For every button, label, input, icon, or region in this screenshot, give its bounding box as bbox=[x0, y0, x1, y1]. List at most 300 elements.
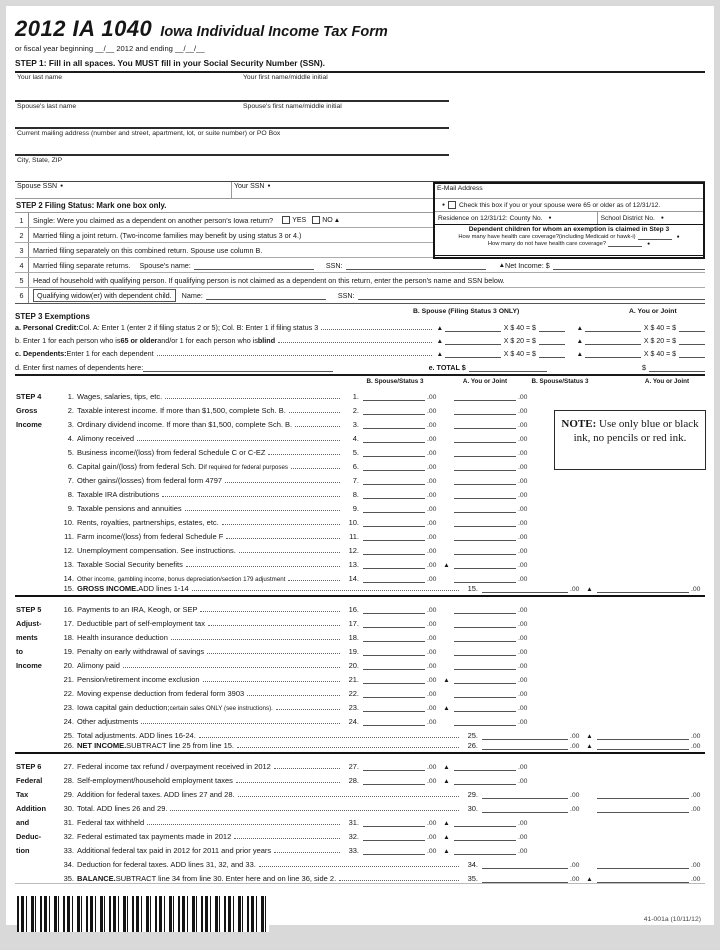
line-number: 26. bbox=[63, 741, 74, 750]
form-title: 2012 IA 1040 bbox=[15, 16, 153, 41]
amount-field-you[interactable] bbox=[454, 832, 516, 841]
cents-label: .00 bbox=[570, 792, 580, 799]
your-first-name-label: Your first name/middle initial bbox=[243, 74, 328, 81]
exemption-label bbox=[15, 336, 435, 345]
amount-field-you[interactable] bbox=[454, 448, 516, 457]
amount-field-spouse[interactable] bbox=[363, 476, 425, 485]
amount-field-you[interactable] bbox=[597, 741, 689, 750]
dot-leader bbox=[234, 838, 340, 839]
exemption-multiplier-label: X $ 40 = $ bbox=[643, 351, 676, 358]
cents-label: .00 bbox=[518, 834, 528, 841]
your-name-field-row[interactable] bbox=[15, 73, 449, 100]
cents-label: .00 bbox=[427, 562, 437, 569]
bullet-icon: ● bbox=[660, 215, 664, 221]
line-number: 17. bbox=[63, 619, 74, 628]
cents-label: .00 bbox=[691, 733, 701, 740]
cents-label: .00 bbox=[427, 464, 437, 471]
dot-leader bbox=[225, 482, 340, 483]
amount-field-spouse[interactable] bbox=[363, 661, 425, 670]
amount-field-you[interactable] bbox=[454, 776, 516, 785]
exemption-amount-field[interactable] bbox=[679, 336, 705, 345]
amount-field-you[interactable] bbox=[597, 584, 689, 593]
exemption-total-a-field[interactable] bbox=[649, 363, 705, 372]
amount-field-you[interactable] bbox=[454, 605, 516, 614]
triangle-marker-icon: ▲ bbox=[443, 848, 450, 855]
amount-field-spouse[interactable] bbox=[363, 560, 425, 569]
city-state-zip-field-row[interactable] bbox=[15, 154, 449, 181]
cents-label: .00 bbox=[570, 586, 580, 593]
line-description bbox=[77, 448, 343, 457]
amount-field-you[interactable] bbox=[454, 476, 516, 485]
form-line-12 bbox=[15, 541, 705, 555]
triangle-marker-icon: ▲ bbox=[443, 705, 450, 712]
line-number-repeat: 5. bbox=[352, 448, 359, 457]
dot-leader bbox=[289, 412, 340, 413]
amount-field-spouse[interactable] bbox=[363, 448, 425, 457]
dot-leader bbox=[185, 510, 340, 511]
line-description bbox=[77, 576, 343, 583]
cents-label: .00 bbox=[518, 492, 528, 499]
dot-leader bbox=[207, 653, 340, 654]
amount-field-you[interactable] bbox=[454, 532, 516, 541]
line-text: Federal estimated tax payments made in 2012 bbox=[77, 832, 232, 841]
ink-note-box bbox=[554, 410, 706, 470]
step-sidebar-label: Adjust- bbox=[16, 619, 42, 628]
line-description bbox=[77, 584, 462, 593]
step-sidebar-label: Federal bbox=[16, 776, 43, 785]
cents-label: .00 bbox=[518, 520, 528, 527]
line-text: Ordinary dividend income. If more than $1,500, complete Sch. B. bbox=[77, 420, 293, 429]
amount-field-you[interactable] bbox=[454, 762, 516, 771]
amount-field-spouse[interactable] bbox=[363, 504, 425, 513]
school-district-field[interactable] bbox=[598, 212, 703, 224]
step3-heading: STEP 3 Exemptions bbox=[15, 312, 90, 321]
dependent-children-title: Dependent children for whom an exemption is claimed in Step 3 bbox=[468, 226, 670, 233]
line-text: Deduction for federal taxes. ADD lines 31, 32, and 33. bbox=[77, 860, 256, 869]
triangle-marker-icon: ▲ bbox=[443, 834, 450, 841]
exemption-count-field[interactable] bbox=[445, 323, 501, 332]
amount-field-you[interactable] bbox=[454, 420, 516, 429]
spouse-first-name-label: Spouse's first name/middle initial bbox=[243, 103, 342, 110]
filing-status-5-box[interactable]: 5 bbox=[15, 273, 29, 287]
amount-field-spouse[interactable] bbox=[482, 584, 568, 593]
line-description bbox=[77, 804, 462, 813]
county-number-field[interactable] bbox=[435, 212, 598, 224]
line-text: Additional federal tax paid in 2012 for 2011 and prior years bbox=[77, 846, 272, 855]
line-description bbox=[77, 661, 343, 670]
single-yes-checkbox[interactable] bbox=[282, 216, 290, 224]
exemption-count-field[interactable] bbox=[445, 349, 501, 358]
line-text: b. Enter 1 for each person who is bbox=[15, 336, 121, 345]
line-text: if required for federal purposes bbox=[203, 464, 288, 471]
dot-leader bbox=[274, 852, 340, 853]
dot-leader bbox=[147, 824, 340, 825]
filing-status-5-label: Head of household with qualifying person. If qualifying person is not claimed as a dependent on this return, enter the person's name and SSN below. bbox=[33, 275, 505, 285]
amount-field-spouse[interactable] bbox=[363, 434, 425, 443]
qualifying-person-ssn-field[interactable] bbox=[358, 291, 705, 300]
line-text: Taxable interest income. If more than $1,500, complete Sch. B. bbox=[77, 406, 286, 415]
exemption-count-field[interactable] bbox=[585, 349, 641, 358]
line-description bbox=[77, 731, 462, 740]
coverage-no-label: How many do not have health care coverage? bbox=[487, 241, 607, 247]
amount-field-you[interactable] bbox=[454, 546, 516, 555]
amount-field-spouse[interactable] bbox=[363, 619, 425, 628]
exemption-total-b-field[interactable] bbox=[469, 363, 547, 372]
amount-field-spouse[interactable] bbox=[363, 518, 425, 527]
form-line-9 bbox=[15, 499, 705, 513]
filing-status-row-1 bbox=[15, 213, 449, 228]
dot-leader bbox=[238, 796, 459, 797]
line-text: Deductible part of self-employment tax bbox=[77, 619, 205, 628]
amount-field-you[interactable] bbox=[454, 560, 516, 569]
exemption-row-d bbox=[15, 358, 705, 372]
line-number-repeat: 21. bbox=[348, 675, 359, 684]
line-number-repeat: 12. bbox=[348, 546, 359, 555]
form-line-7 bbox=[15, 471, 705, 485]
amount-field-spouse[interactable] bbox=[363, 846, 425, 855]
form-line-10 bbox=[15, 513, 705, 527]
amount-field-you[interactable] bbox=[454, 462, 516, 471]
filing-status-3-label: Married filing separately on this combined return. Spouse use column B. bbox=[33, 245, 263, 255]
amount-field-you[interactable] bbox=[454, 406, 516, 415]
dependents-names-field[interactable] bbox=[143, 363, 333, 372]
amount-field-spouse[interactable] bbox=[363, 420, 425, 429]
fiscal-year-line[interactable]: or fiscal year beginning __/__ 2012 and ending __/__/__ bbox=[15, 44, 205, 53]
amount-field-you[interactable] bbox=[454, 434, 516, 443]
spouse-name-field-row[interactable] bbox=[15, 100, 449, 127]
col-header-a1: A. You or Joint bbox=[462, 378, 508, 385]
form-line-15 bbox=[15, 583, 705, 597]
line-number: 19. bbox=[63, 647, 74, 656]
amount-field-spouse[interactable] bbox=[363, 717, 425, 726]
dot-leader bbox=[278, 342, 432, 343]
step2-section bbox=[15, 181, 705, 304]
separate-spouse-name-field[interactable] bbox=[194, 261, 314, 270]
mailing-address-field-row[interactable] bbox=[15, 127, 449, 154]
line-number-repeat: 10. bbox=[348, 518, 359, 527]
amount-field-you[interactable] bbox=[597, 731, 689, 740]
exemption-count-field[interactable] bbox=[445, 336, 501, 345]
line-text: Capital gain/(loss) from federal Sch. D bbox=[77, 462, 204, 471]
amount-field-spouse[interactable] bbox=[363, 574, 425, 583]
exemption-amount-field[interactable] bbox=[679, 349, 705, 358]
line-description bbox=[77, 518, 343, 527]
amount-field-you[interactable] bbox=[454, 490, 516, 499]
cents-label: .00 bbox=[427, 478, 437, 485]
amount-field-spouse[interactable] bbox=[363, 818, 425, 827]
amount-field-spouse[interactable] bbox=[482, 860, 568, 869]
cents-label: .00 bbox=[570, 733, 580, 740]
exemption-multiplier-label: X $ 40 = $ bbox=[503, 351, 536, 358]
exemption-amount-field[interactable] bbox=[539, 323, 565, 332]
line-number-repeat: 2. bbox=[352, 406, 359, 415]
form-line-30 bbox=[15, 799, 705, 813]
amount-field-spouse[interactable] bbox=[482, 874, 568, 883]
your-last-name-label: Your last name bbox=[17, 74, 63, 81]
single-no-checkbox[interactable] bbox=[312, 216, 320, 224]
amount-field-spouse[interactable] bbox=[363, 392, 425, 401]
cents-label: .00 bbox=[427, 663, 437, 670]
form-line-33 bbox=[15, 841, 705, 855]
amount-field-spouse[interactable] bbox=[363, 633, 425, 642]
spouse-ssn-field[interactable] bbox=[15, 182, 232, 198]
filing-status-3-box[interactable]: 3 bbox=[15, 243, 29, 257]
amount-field-you[interactable] bbox=[454, 392, 516, 401]
amount-field-you[interactable] bbox=[454, 703, 516, 712]
cents-label: .00 bbox=[691, 876, 701, 883]
amount-field-you[interactable] bbox=[597, 790, 689, 799]
line-number: 25. bbox=[63, 731, 74, 740]
cents-label: .00 bbox=[518, 719, 528, 726]
dot-leader bbox=[192, 590, 459, 591]
cents-label: .00 bbox=[691, 743, 701, 750]
line-number: 4. bbox=[67, 434, 74, 443]
amount-field-spouse[interactable] bbox=[482, 790, 568, 799]
line-text: SUBTRACT line 25 from line 15. bbox=[126, 741, 234, 750]
line-description bbox=[77, 790, 462, 799]
exemption-amount-field[interactable] bbox=[539, 349, 565, 358]
amount-field-spouse[interactable] bbox=[363, 462, 425, 471]
triangle-marker-icon: ▲ bbox=[443, 677, 450, 684]
amount-field-you[interactable] bbox=[597, 874, 689, 883]
filing-status-1-box[interactable]: 1 bbox=[15, 213, 29, 227]
cents-label: .00 bbox=[570, 806, 580, 813]
line-number: 7. bbox=[67, 476, 74, 485]
line-number-repeat: 16. bbox=[348, 605, 359, 614]
dot-leader bbox=[186, 566, 340, 567]
line-number-repeat: 15. bbox=[467, 584, 478, 593]
form-line-18 bbox=[15, 628, 705, 642]
line-text: Alimony paid bbox=[77, 661, 120, 670]
step3-heading-row bbox=[15, 306, 705, 319]
line-text: ADD lines 1-14 bbox=[138, 584, 189, 593]
line-text: Penalty on early withdrawal of savings bbox=[77, 647, 205, 656]
dot-leader bbox=[171, 639, 340, 640]
coverage-no-row bbox=[435, 241, 703, 247]
amount-field-spouse[interactable] bbox=[363, 703, 425, 712]
form-line-8 bbox=[15, 485, 705, 499]
form-line-32 bbox=[15, 827, 705, 841]
dot-leader bbox=[291, 468, 340, 469]
cents-label: .00 bbox=[427, 548, 437, 555]
col-header-b1: B. Spouse/Status 3 bbox=[366, 378, 424, 385]
line-number: 29. bbox=[63, 790, 74, 799]
form-line-29 bbox=[15, 785, 705, 799]
cents-label: .00 bbox=[427, 576, 437, 583]
line-number-repeat: 34. bbox=[467, 860, 478, 869]
net-income-field[interactable] bbox=[553, 261, 705, 270]
dot-leader bbox=[226, 538, 340, 539]
ssn-label: SSN: bbox=[337, 291, 355, 300]
dot-leader bbox=[199, 737, 459, 738]
amount-field-you[interactable] bbox=[454, 846, 516, 855]
qualifying-person-name-field[interactable] bbox=[206, 291, 326, 300]
line-text: Total. ADD lines 26 and 29. bbox=[77, 804, 168, 813]
triangle-marker-icon: ▲ bbox=[436, 325, 443, 332]
amount-field-spouse[interactable] bbox=[363, 675, 425, 684]
amount-field-you[interactable] bbox=[597, 860, 689, 869]
spouse-last-name-label: Spouse's last name bbox=[17, 103, 77, 110]
amount-field-you[interactable] bbox=[454, 633, 516, 642]
dot-leader bbox=[339, 880, 459, 881]
line-text: Pension/retirement income exclusion bbox=[77, 675, 200, 684]
exemption-count-field[interactable] bbox=[585, 336, 641, 345]
triangle-marker-icon: ▲ bbox=[333, 216, 341, 224]
amount-field-you[interactable] bbox=[454, 675, 516, 684]
amount-field-spouse[interactable] bbox=[363, 776, 425, 785]
ssn-row bbox=[15, 182, 449, 199]
amount-field-spouse[interactable] bbox=[363, 832, 425, 841]
amount-field-you[interactable] bbox=[597, 804, 689, 813]
line-description bbox=[77, 392, 343, 401]
dot-leader bbox=[236, 782, 340, 783]
amount-field-spouse[interactable] bbox=[363, 647, 425, 656]
line-description bbox=[77, 406, 343, 415]
form-line-1 bbox=[15, 387, 705, 401]
cents-label: .00 bbox=[427, 649, 437, 656]
line-text: Federal income tax refund / overpayment received in 2012 bbox=[77, 762, 271, 771]
filing-status-4-label: Married filing separate returns. bbox=[33, 260, 131, 270]
cents-label: .00 bbox=[518, 677, 528, 684]
line-text: NET INCOME. bbox=[77, 741, 127, 750]
residence-row bbox=[435, 212, 703, 225]
age-65-checkbox[interactable] bbox=[448, 201, 456, 209]
step-sidebar-label: ments bbox=[16, 633, 38, 642]
dependents-names-label: d. Enter first names of dependents here: bbox=[15, 363, 144, 372]
amount-field-you[interactable] bbox=[454, 661, 516, 670]
amount-field-spouse[interactable] bbox=[363, 532, 425, 541]
step3-col-a-header: A. You or Joint bbox=[629, 308, 677, 315]
exemption-multiplier-label: X $ 20 = $ bbox=[503, 338, 536, 345]
dot-leader bbox=[259, 866, 459, 867]
bullet-icon: ● bbox=[548, 215, 552, 221]
line-number: 34. bbox=[63, 860, 74, 869]
amount-field-you[interactable] bbox=[454, 619, 516, 628]
amount-field-you[interactable] bbox=[454, 818, 516, 827]
form-line-16 bbox=[15, 600, 705, 614]
cents-label: .00 bbox=[518, 820, 528, 827]
cents-label: .00 bbox=[518, 548, 528, 555]
cents-label: .00 bbox=[518, 635, 528, 642]
exemption-rows bbox=[15, 319, 705, 358]
line-number: 1. bbox=[67, 392, 74, 401]
line-text: Taxable Social Security benefits bbox=[77, 560, 183, 569]
coverage-yes-row bbox=[435, 234, 703, 240]
coverage-no-count-field[interactable] bbox=[608, 241, 642, 247]
filing-status-row-3 bbox=[15, 243, 449, 258]
exemption-group-a bbox=[575, 349, 705, 358]
step1-heading: STEP 1: Fill in all spaces. You MUST fill in your Social Security Number (SSN). bbox=[15, 58, 705, 73]
amount-field-you[interactable] bbox=[454, 518, 516, 527]
exemption-label bbox=[15, 323, 435, 332]
your-ssn-field[interactable] bbox=[232, 182, 449, 198]
amount-field-spouse[interactable] bbox=[363, 689, 425, 698]
exemption-amount-field[interactable] bbox=[679, 323, 705, 332]
amount-field-spouse[interactable] bbox=[363, 406, 425, 415]
amount-field-spouse[interactable] bbox=[363, 605, 425, 614]
name-label: Name: bbox=[181, 291, 203, 300]
line-description bbox=[77, 762, 343, 771]
dependent-children-box bbox=[434, 224, 704, 256]
coverage-yes-count-field[interactable] bbox=[638, 234, 672, 240]
filing-status-6-box[interactable]: 6 bbox=[15, 288, 29, 303]
cents-label: .00 bbox=[518, 621, 528, 628]
line-number: 12. bbox=[63, 546, 74, 555]
exemption-amount-field[interactable] bbox=[539, 336, 565, 345]
line-number: 8. bbox=[67, 490, 74, 499]
line-number: 30. bbox=[63, 804, 74, 813]
cents-label: .00 bbox=[427, 621, 437, 628]
amount-field-you[interactable] bbox=[454, 504, 516, 513]
amount-field-spouse[interactable] bbox=[363, 762, 425, 771]
mailing-address-label: Current mailing address (number and street, apartment, lot, or suite number) or PO Box bbox=[17, 130, 281, 137]
email-address-field[interactable] bbox=[435, 184, 703, 199]
filing-status-2-box[interactable]: 2 bbox=[15, 228, 29, 242]
step-sidebar-label: Addition bbox=[16, 804, 46, 813]
triangle-marker-icon: ▲ bbox=[443, 764, 450, 771]
filing-status-4-box[interactable]: 4 bbox=[15, 258, 29, 272]
cents-label: .00 bbox=[427, 520, 437, 527]
line-number: 6. bbox=[67, 462, 74, 471]
exemption-count-field[interactable] bbox=[585, 323, 641, 332]
amount-field-spouse[interactable] bbox=[482, 804, 568, 813]
amount-field-you[interactable] bbox=[454, 574, 516, 583]
col-header-a2: A. You or Joint bbox=[644, 378, 690, 385]
line-number-repeat: 14. bbox=[348, 574, 359, 583]
amount-field-you[interactable] bbox=[454, 717, 516, 726]
line-text: Health insurance deduction bbox=[77, 633, 168, 642]
amount-field-spouse[interactable] bbox=[482, 731, 568, 740]
step3-col-b-header: B. Spouse (Filing Status 3 ONLY) bbox=[413, 308, 520, 315]
amount-field-spouse[interactable] bbox=[363, 490, 425, 499]
triangle-marker-icon: ▲ bbox=[586, 743, 593, 750]
triangle-marker-icon: ▲ bbox=[498, 261, 506, 269]
bullet-icon: ● bbox=[267, 183, 271, 190]
cents-label: .00 bbox=[427, 534, 437, 541]
cents-label: .00 bbox=[427, 506, 437, 513]
cents-label: .00 bbox=[427, 848, 437, 855]
exemption-group-b bbox=[435, 349, 565, 358]
dot-leader bbox=[247, 695, 340, 696]
exemption-label bbox=[15, 349, 435, 358]
exemption-multiplier-label: X $ 40 = $ bbox=[503, 325, 536, 332]
dot-leader bbox=[200, 611, 340, 612]
form-line-26 bbox=[15, 740, 705, 754]
filing-status-1-label: Single: Were you claimed as a dependent on another person's Iowa return? bbox=[33, 215, 274, 225]
separate-spouse-ssn-field[interactable] bbox=[346, 261, 486, 270]
cents-label: .00 bbox=[570, 876, 580, 883]
cents-label: .00 bbox=[518, 394, 528, 401]
amount-field-spouse[interactable] bbox=[363, 546, 425, 555]
line-text: Other gains/(losses) from federal form 4797 bbox=[77, 476, 223, 485]
cents-label: .00 bbox=[427, 820, 437, 827]
exemption-row-b bbox=[15, 332, 705, 345]
line-text: Other adjustments bbox=[77, 717, 139, 726]
amount-field-you[interactable] bbox=[454, 647, 516, 656]
line-number-repeat: 20. bbox=[348, 661, 359, 670]
line-text: Addition for federal taxes. ADD lines 27 and 28. bbox=[77, 790, 235, 799]
exemption-group-a bbox=[575, 323, 705, 332]
triangle-marker-icon: ▲ bbox=[586, 586, 593, 593]
line-number: 28. bbox=[63, 776, 74, 785]
net-income-label: Net Income: $ bbox=[505, 260, 550, 270]
amount-field-spouse[interactable] bbox=[482, 741, 568, 750]
line-text: Total adjustments. ADD lines 16-24. bbox=[77, 731, 196, 740]
amount-field-you[interactable] bbox=[454, 689, 516, 698]
line-text: Taxable pensions and annuities bbox=[77, 504, 182, 513]
cents-label: .00 bbox=[518, 848, 528, 855]
line-number-repeat: 6. bbox=[352, 462, 359, 471]
